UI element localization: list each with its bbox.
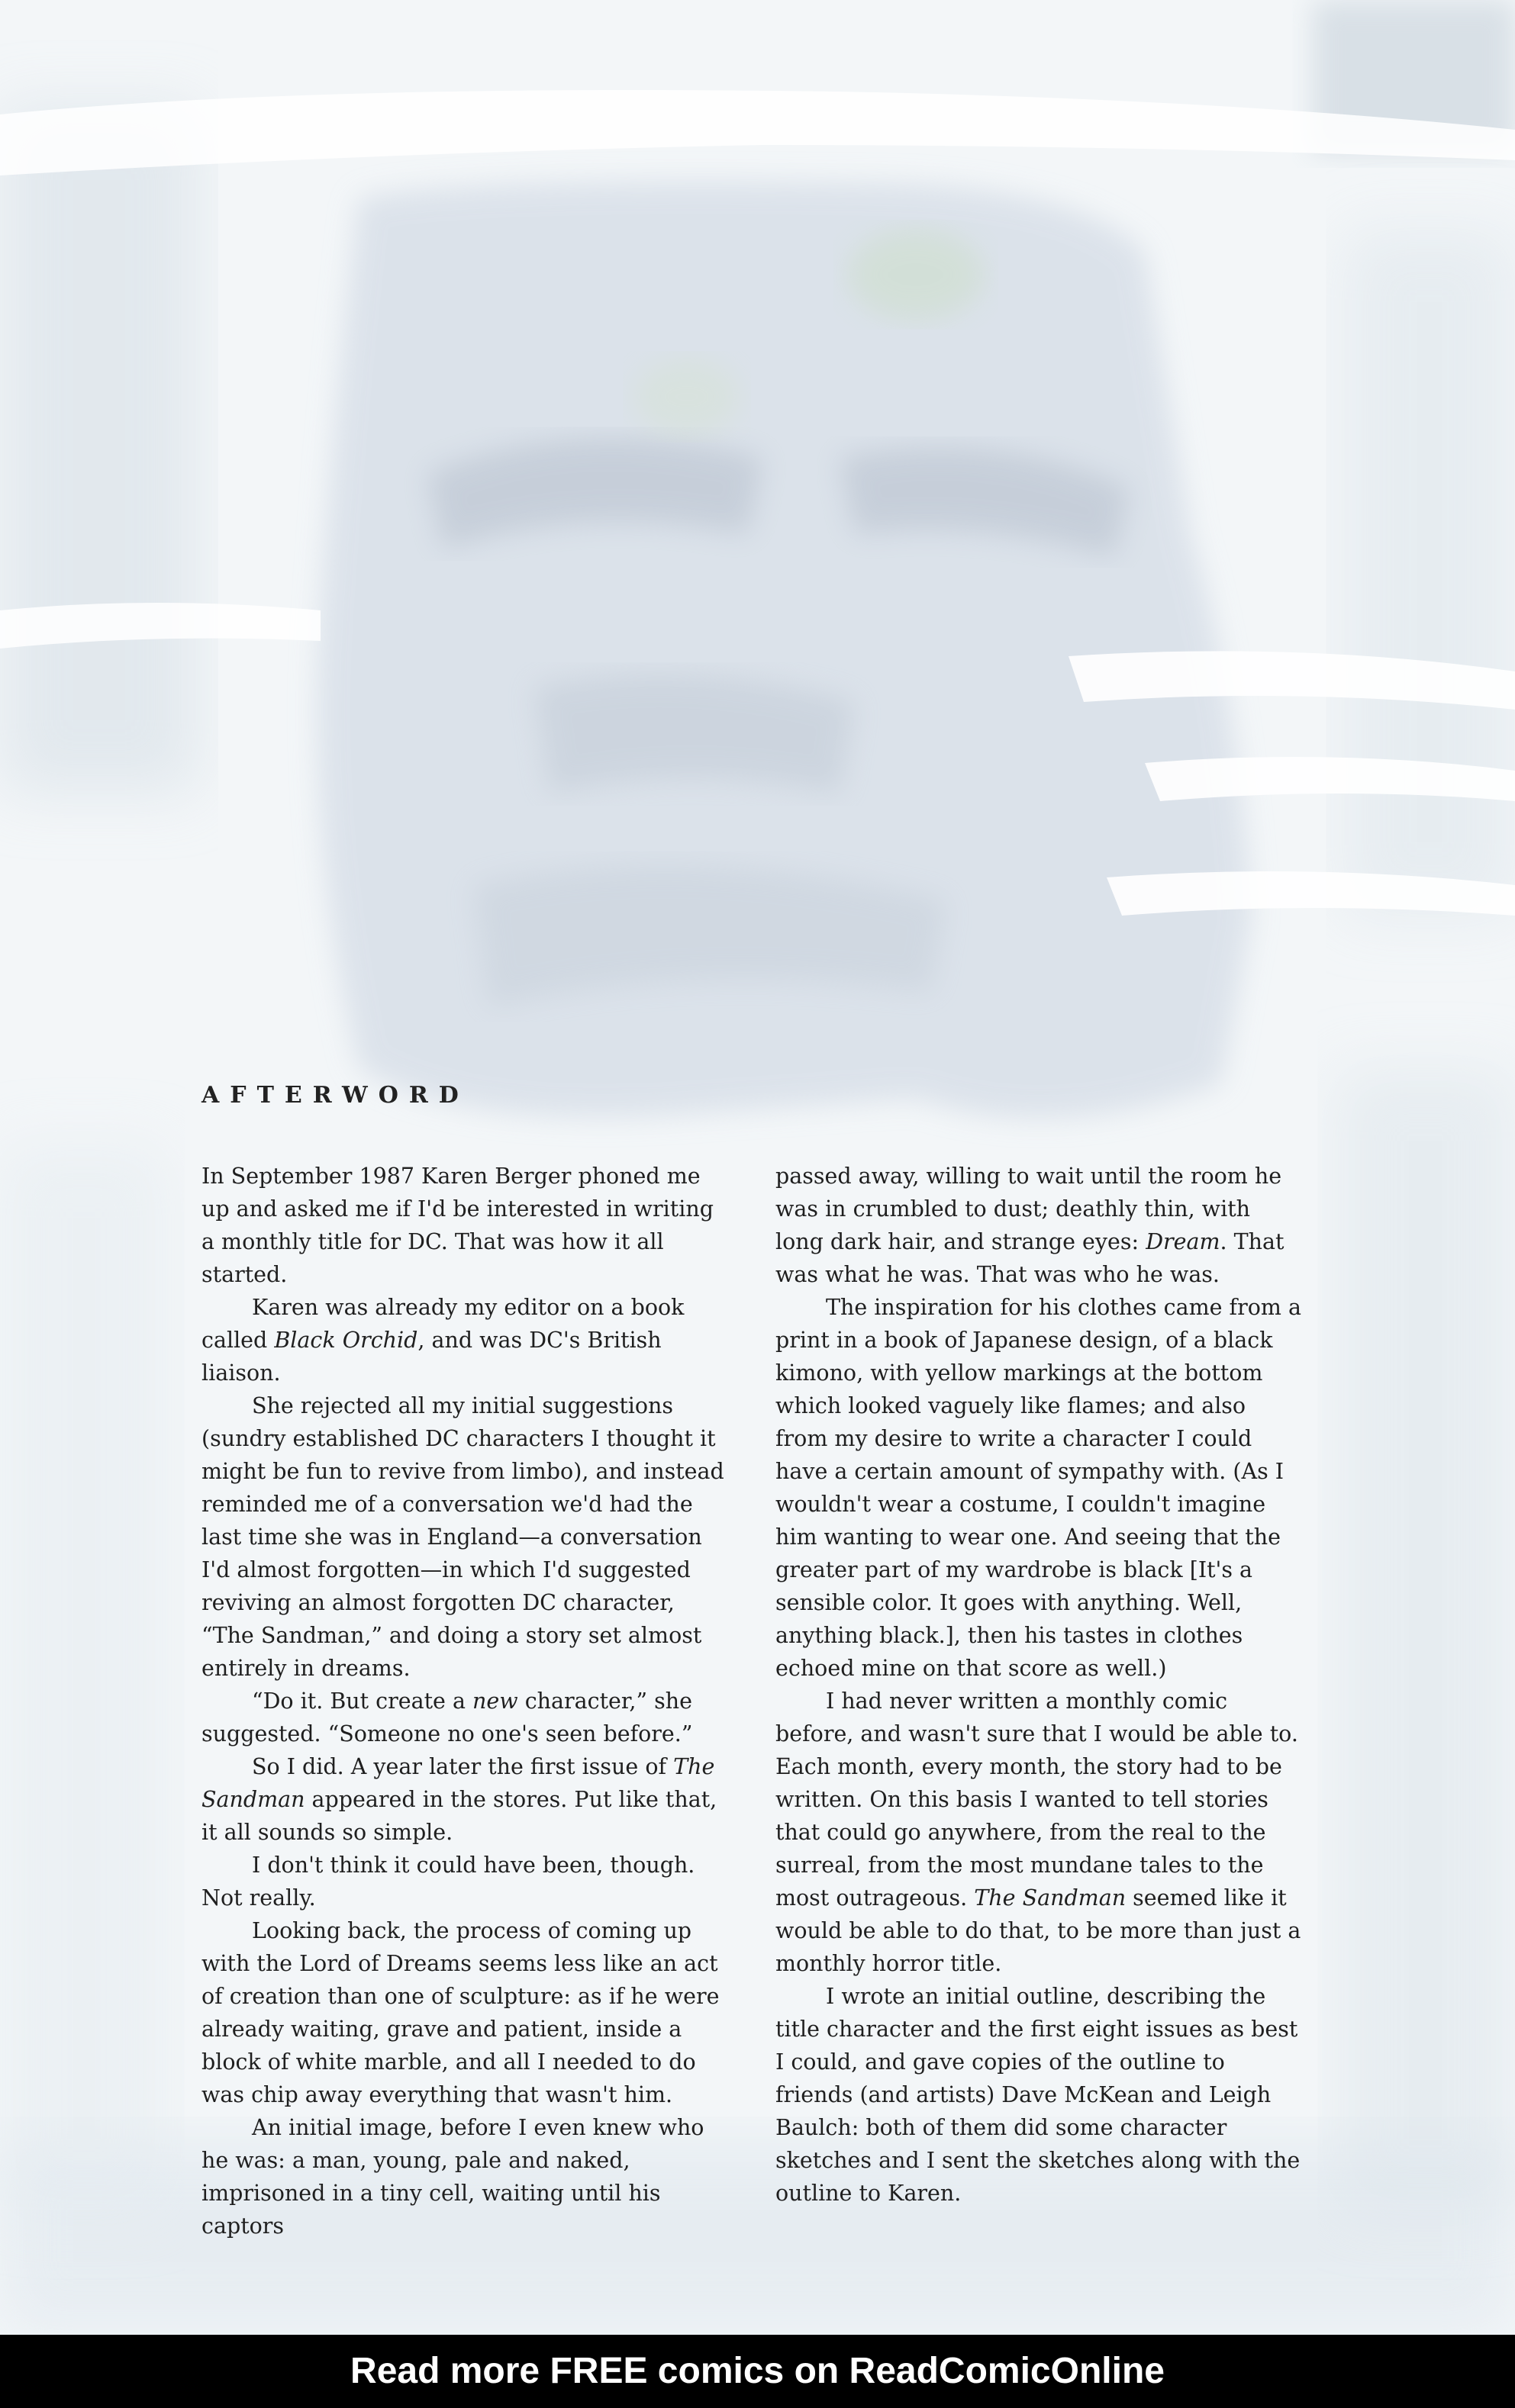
afterword-heading: AFTERWORD	[201, 1082, 469, 1109]
promo-banner[interactable]: Read more FREE comics on ReadComicOnline	[0, 2335, 1515, 2408]
paragraph: Looking back, the process of coming up with the Lord of Dreams seems less like an act of creation than one of sculpture: as if he were already waiting, grave and patient, inside a block of white marble, and all I needed to do was chip away everything that wasn't him.	[201, 1918, 720, 2107]
paragraph: I had never written a monthly comic before, and wasn't sure that I would be able to. Each month, every month, the story had to be written. On this basis I wanted to tell stories that could go anywhere, from the real to the surreal, from the most mundane tales to the most outrageous. The Sandman seemed like it would be able to do that, to be more than just a monthly horror title.	[775, 1688, 1301, 1976]
paragraph: I don't think it could have been, though. Not really.	[201, 1853, 695, 1911]
paragraph: Karen was already my editor on a book called Black Orchid, and was DC's British liaison.	[201, 1295, 685, 1386]
paragraph: She rejected all my initial suggestions (sundry established DC characters I thought it might be fun to revive from limbo), and instead reminded me of a conversation we'd had the last time she was in England—a conversation I'd almost forgotten—in which I'd suggested reviving an almost forgotten DC character, “The Sandman,” and doing a story set almost entirely in dreams.	[201, 1393, 724, 1681]
paragraph: “Do it. But create a new character,” she suggested. “Someone no one's seen before.”	[201, 1688, 693, 1746]
paragraph: I wrote an initial outline, describing the title character and the first eight issues as best I could, and gave copies of the outline to friends (and artists) Dave McKean and Leigh Baulch: both of them did some character sketches and I sent the sketches along with the outline to Karen.	[775, 1984, 1301, 2206]
paragraph: passed away, willing to wait until the room he was in crumbled to dust; deathly thin, with long dark hair, and strange eyes: Dream. That was what he was. That was who he was.	[775, 1164, 1285, 1287]
left-text-column	[201, 1160, 728, 2242]
right-text-column	[775, 1160, 1302, 2210]
paragraph: So I did. A year later the first issue of The Sandman appeared in the stores. Put like that, it all sounds so simple.	[201, 1754, 717, 1845]
paragraph: An initial image, before I even knew who he was: a man, young, pale and naked, imprisoned in a tiny cell, waiting until his captors	[201, 2115, 704, 2239]
paragraph: The inspiration for his clothes came from a print in a book of Japanese design, of a black kimono, with yellow markings at the bottom which looked vaguely like flames; and also from my desire to write a character I could have a certain amount of sympathy with. (As I wouldn't wear a costume, I couldn't imagine him wanting to wear one. And seeing that the greater part of my wardrobe is black [It's a sensible color. It goes with anything. Well, anything black.], then his tastes in clothes echoed mine on that score as well.)	[775, 1295, 1301, 1681]
paragraph: In September 1987 Karen Berger phoned me up and asked me if I'd be interested in writing a monthly title for DC. That was how it all started.	[201, 1164, 714, 1287]
